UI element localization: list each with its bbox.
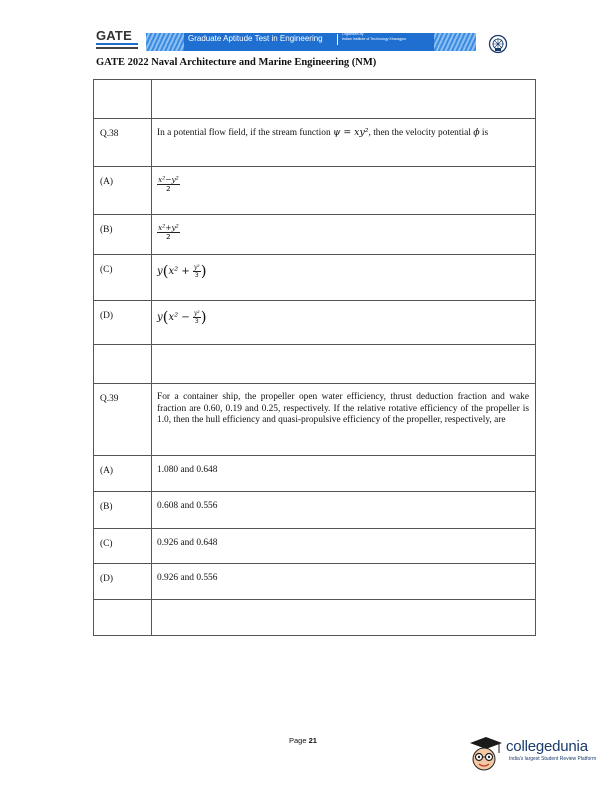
document-title: GATE 2022 Naval Architecture and Marine Engineering (NM) bbox=[96, 57, 377, 68]
question-text: For a container ship, the propeller open water efficiency, thrust deduction fraction and wake fraction are 0.60, 0.19 and 0.25, respectively. If the relative rotative efficiency of the propeller is 1.0, then the hull efficiency and quasi-propulsive efficiency of the propeller, respectively, are bbox=[152, 384, 536, 456]
option-label: (C) bbox=[100, 539, 113, 549]
stream-function-equation: ψ = xy² bbox=[333, 127, 369, 138]
option-label: (C) bbox=[100, 265, 113, 275]
fraction bbox=[157, 223, 180, 242]
fraction-numerator: x²−y² bbox=[158, 175, 179, 184]
option-content: 0.926 and 0.648 bbox=[152, 529, 536, 564]
table-row-empty bbox=[94, 345, 536, 384]
collegedunia-mascot-icon bbox=[464, 733, 504, 773]
option-row bbox=[94, 167, 536, 215]
option-row bbox=[94, 255, 536, 301]
fraction bbox=[157, 175, 180, 194]
fraction-denominator: 2 bbox=[166, 185, 171, 193]
fraction-numerator: y² bbox=[193, 264, 200, 271]
collegedunia-tagline: India's largest Student Review Platform bbox=[509, 756, 597, 762]
fraction-numerator: y² bbox=[193, 310, 200, 317]
option-row bbox=[94, 492, 536, 529]
option-label: (D) bbox=[100, 311, 114, 321]
expression: y(x² + $\frac{\text{y²}}{3}$ ) bbox=[157, 261, 207, 280]
q38-text-end: is bbox=[479, 128, 489, 138]
option-row bbox=[94, 564, 536, 600]
question-row-q38 bbox=[94, 119, 536, 167]
institute-name: Indian Institute of Technology Kharagpur bbox=[342, 36, 407, 41]
option-content: 1.080 and 0.648 bbox=[152, 456, 536, 492]
page-number: Page 21 bbox=[289, 736, 317, 745]
question-number: Q.39 bbox=[100, 394, 119, 404]
option-content: 0.608 and 0.556 bbox=[152, 492, 536, 529]
option-content bbox=[152, 301, 536, 345]
banner-organizer bbox=[342, 32, 406, 41]
q38-text-middle: , then the velocity potential bbox=[368, 128, 474, 138]
banner-divider bbox=[337, 34, 338, 45]
option-row bbox=[94, 529, 536, 564]
question-table bbox=[93, 79, 536, 636]
gate-logo-underline bbox=[96, 43, 138, 45]
gate-logo-text: GATE bbox=[96, 28, 132, 43]
banner-title: Graduate Aptitude Test in Engineering bbox=[188, 34, 323, 43]
option-content bbox=[152, 255, 536, 301]
iit-emblem-icon bbox=[488, 34, 508, 54]
option-label: (A) bbox=[100, 177, 114, 187]
q38-text-start: In a potential flow field, if the stream function bbox=[157, 128, 333, 138]
option-label: (B) bbox=[100, 225, 113, 235]
fraction-denominator: 3 bbox=[194, 272, 199, 279]
option-label: (A) bbox=[100, 466, 114, 476]
table-row-empty-top bbox=[94, 80, 536, 119]
option-row bbox=[94, 301, 536, 345]
option-content bbox=[152, 167, 536, 215]
option-content bbox=[152, 215, 536, 255]
velocity-potential-symbol: ϕ bbox=[473, 127, 480, 138]
fraction bbox=[193, 310, 201, 325]
gate-logo-underline-dark bbox=[96, 47, 138, 49]
question-number: Q.38 bbox=[100, 129, 119, 139]
fraction-numerator: x²+y² bbox=[158, 223, 179, 232]
option-label: (B) bbox=[100, 502, 113, 512]
collegedunia-brand: collegedunia bbox=[506, 738, 588, 755]
option-content: 0.926 and 0.556 bbox=[152, 564, 536, 600]
option-row bbox=[94, 456, 536, 492]
fraction bbox=[193, 264, 201, 279]
table-row-empty-bottom bbox=[94, 600, 536, 636]
option-row bbox=[94, 215, 536, 255]
question-text bbox=[152, 119, 536, 167]
fraction-denominator: 2 bbox=[166, 233, 171, 241]
gate-logo bbox=[96, 30, 142, 52]
expression: y(x² − $\frac{\text{y²}}{3}$ ) bbox=[157, 307, 207, 326]
question-row-q39 bbox=[94, 384, 536, 456]
gate-header-banner bbox=[96, 30, 480, 52]
organized-by-label: Organised by bbox=[342, 32, 364, 36]
fraction-denominator: 3 bbox=[194, 318, 199, 325]
option-label: (D) bbox=[100, 574, 114, 584]
